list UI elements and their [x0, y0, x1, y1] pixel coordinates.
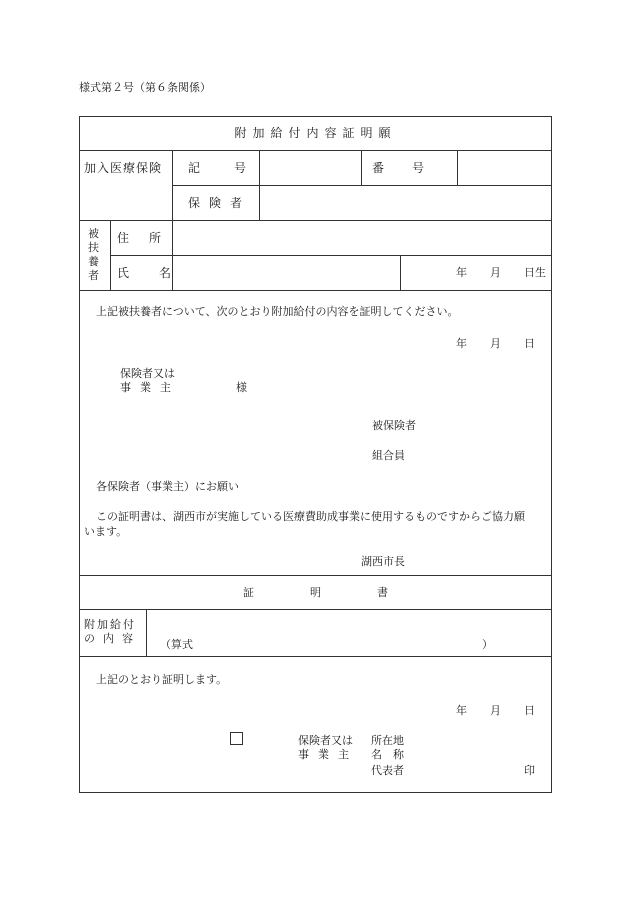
dependent-label-char: 被 [88, 227, 99, 240]
formula-open: （算式 [160, 638, 193, 651]
insurer-label: 保険者 [188, 196, 252, 210]
certificate-statement: 上記のとおり証明します。 [96, 673, 228, 686]
notice-heading: 各保険者（事業主）にお願い [96, 480, 239, 493]
insured-label: 被保険者 [372, 419, 416, 432]
benefit-label-line2: の内容 [84, 632, 141, 645]
certificate-title: 証明書 [243, 586, 444, 599]
birth-day-label: 日生 [524, 266, 546, 279]
formula-field[interactable] [196, 630, 476, 652]
rule [110, 220, 111, 290]
rule [79, 609, 552, 610]
mayor-label: 湖西市長 [361, 555, 405, 568]
symbol-field[interactable] [260, 151, 360, 184]
form-number: 様式第２号（第６条関係） [79, 81, 211, 94]
cert-date-month: 月 [490, 704, 501, 717]
addressee-line2: 事業主 [120, 381, 180, 394]
rule [79, 656, 552, 657]
rule [146, 609, 147, 656]
dependent-label-char: 養 [88, 255, 99, 268]
checkbox[interactable] [230, 732, 243, 745]
number-field[interactable] [458, 151, 551, 184]
notice-line1: この証明書は、湖西市が実施している医療費助成事業に使用するものですからご協力願 [96, 510, 525, 523]
benefit-label-line1: 附加給付 [84, 618, 136, 631]
issuer-line1: 保険者又は [298, 734, 353, 747]
addressee-line1: 保険者又は [120, 367, 175, 380]
rule [361, 150, 362, 185]
number-label: 番号 [372, 161, 453, 175]
rule [79, 290, 552, 291]
issuer-line2: 事業主 [298, 748, 358, 761]
insurer-field[interactable] [260, 186, 551, 219]
request-date-month: 月 [490, 337, 501, 350]
request-date-day: 日 [524, 337, 535, 350]
cert-date-day: 日 [524, 704, 535, 717]
seal-label: 印 [524, 764, 535, 777]
request-date-year: 年 [456, 337, 467, 350]
rule [79, 575, 552, 576]
birth-month-label: 月 [490, 266, 501, 279]
formula-close: ） [482, 638, 493, 651]
notice-line2: います。 [84, 525, 128, 538]
dependent-label-char: 者 [88, 269, 99, 282]
rule [400, 255, 401, 290]
representative-label: 代表者 [371, 764, 404, 777]
dependent-label-vertical [88, 227, 99, 283]
rule [172, 150, 173, 220]
cert-date-year: 年 [456, 704, 467, 717]
address-label: 住所 [117, 231, 182, 245]
issuer-name-label: 名称 [371, 748, 415, 761]
form-title: 附加給付内容証明願 [234, 126, 397, 140]
birth-year-label: 年 [456, 266, 467, 279]
symbol-label: 記号 [188, 161, 281, 175]
name-label: 氏名 [117, 266, 202, 280]
address-field[interactable] [173, 221, 551, 254]
request-intro: 上記被扶養者について、次のとおり附加給付の内容を証明してください。 [96, 305, 459, 318]
dependent-label-char: 扶 [88, 241, 99, 254]
dependent-name-field[interactable] [173, 256, 399, 289]
honorific: 様 [236, 381, 247, 394]
insurance-label: 加入医療保険 [84, 161, 163, 175]
location-label: 所在地 [371, 734, 404, 747]
member-label: 組合員 [372, 449, 405, 462]
